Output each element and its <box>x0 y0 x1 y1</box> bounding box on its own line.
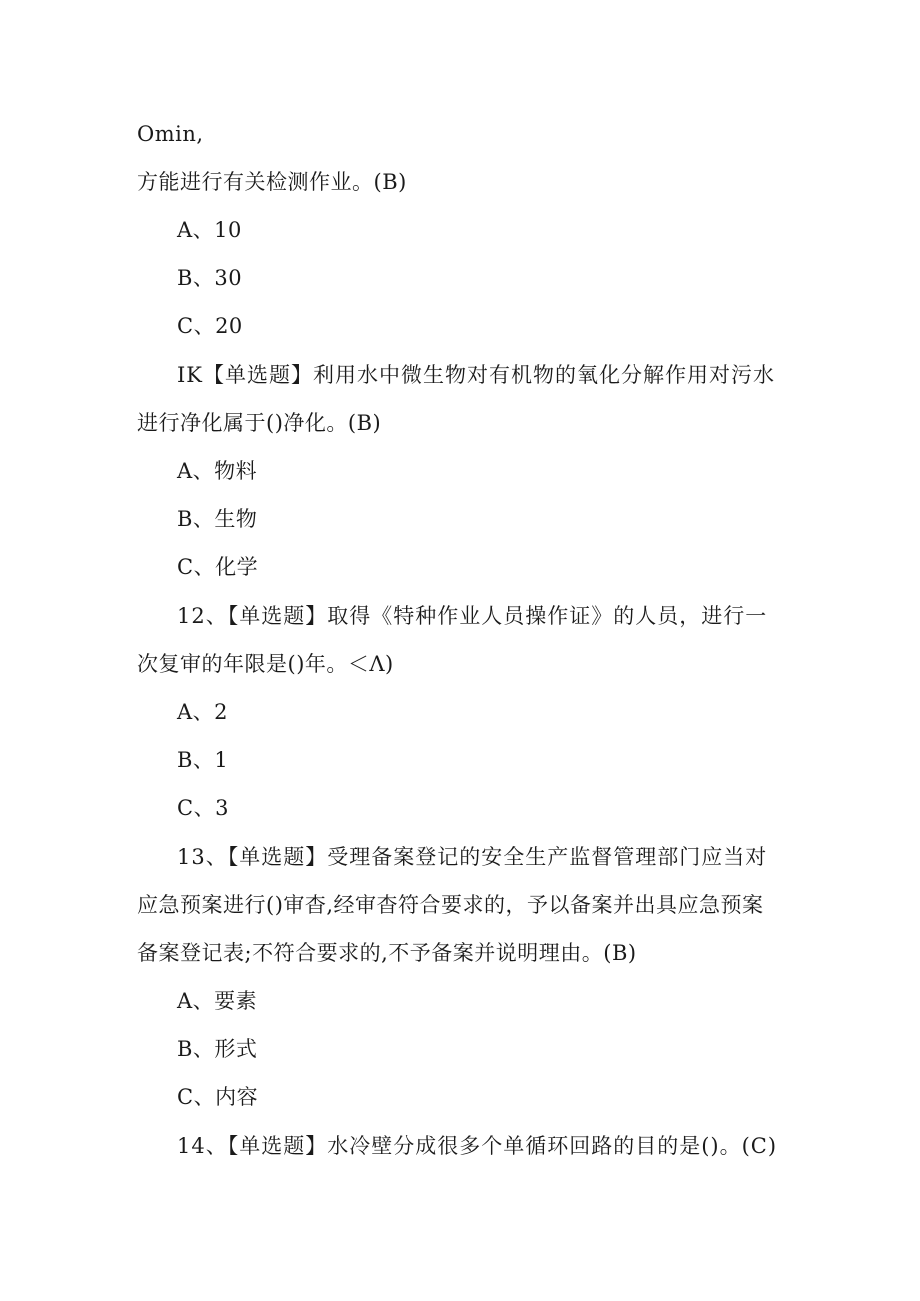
question-12-line-1: 12、【单选题】取得《特种作业人员操作证》的人员，进行一 <box>177 604 768 628</box>
option-c: C、化学 <box>177 555 259 579</box>
option-b: B、生物 <box>177 507 258 531</box>
option-b: B、30 <box>177 266 243 290</box>
option-a: A、要素 <box>177 989 258 1013</box>
option-a: A、10 <box>177 218 242 242</box>
question-continuation-answer: 方能进行有关检测作业。(B) <box>137 170 407 194</box>
question-13-line-3: 备案登记表;不符合要求的,不予备案并说明理由。(B) <box>137 941 637 965</box>
option-c: C、20 <box>177 314 243 338</box>
option-c: C、内容 <box>177 1085 259 1109</box>
question-11-line-1: IK【单选题】利用水中微生物对有机物的氧化分解作用对污水 <box>177 363 775 387</box>
option-a: A、物料 <box>177 459 258 483</box>
option-c: C、3 <box>177 796 229 820</box>
question-12-line-2: 次复审的年限是()年。＜Λ) <box>137 652 394 676</box>
question-13-line-2: 应急预案进行()审杳,经审杳符合要求的，予以备案并出具应急预案 <box>137 893 764 917</box>
question-14-line-1: 14、【单选题】水冷壁分成很多个单循环回路的目的是()。(C) <box>177 1134 778 1158</box>
option-a: A、2 <box>177 700 229 724</box>
question-continuation: Omin, <box>137 122 204 146</box>
option-b: B、1 <box>177 748 229 772</box>
question-11-line-2: 进行净化属于()净化。(B) <box>137 411 382 435</box>
question-13-line-1: 13、【单选题】受理备案登记的安全生产监督管理部门应当对 <box>177 845 768 869</box>
option-b: B、形式 <box>177 1037 258 1061</box>
